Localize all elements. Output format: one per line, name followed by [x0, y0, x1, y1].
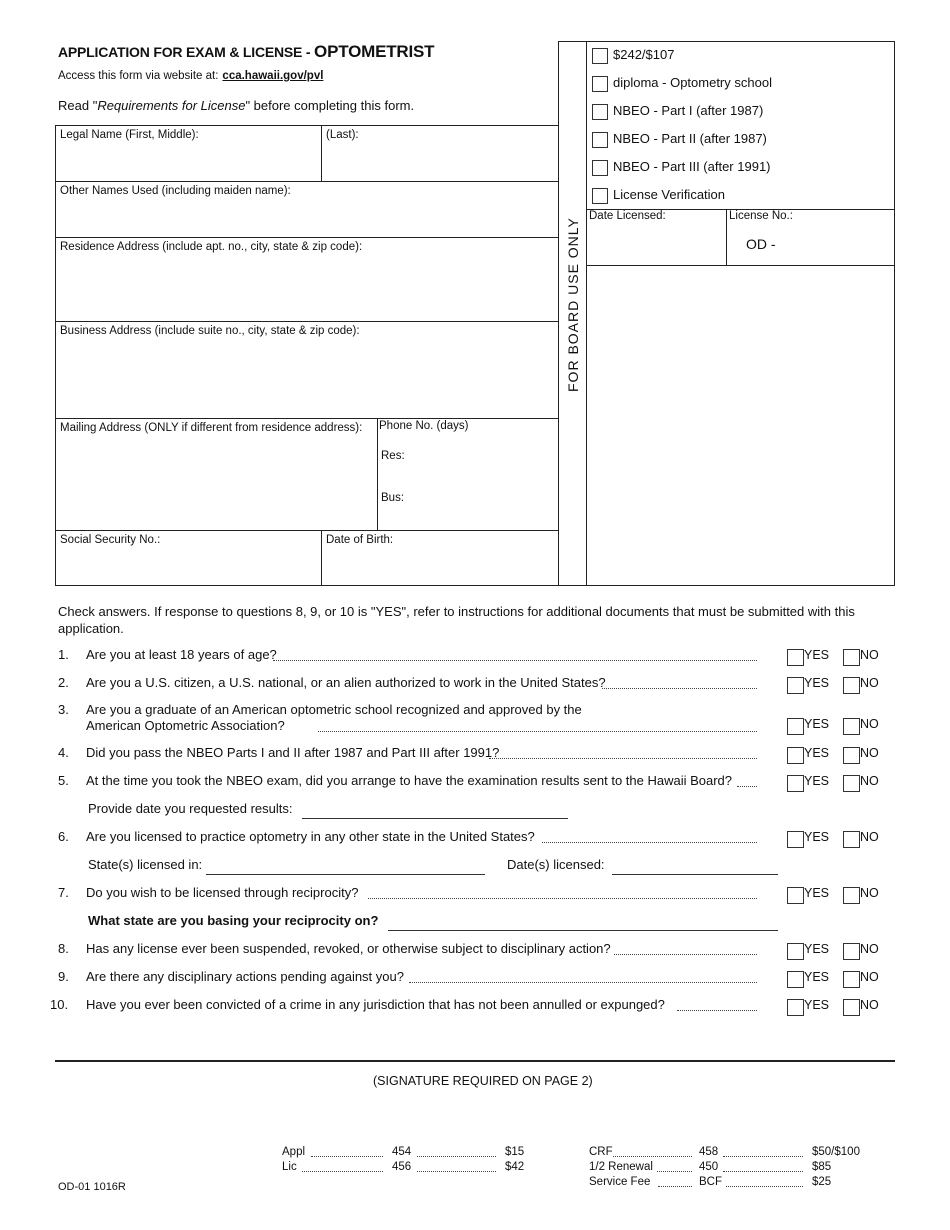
phone-res-field[interactable]: Res:: [381, 450, 405, 462]
yes-label: YES: [804, 970, 830, 984]
last-name-field[interactable]: (Last):: [326, 129, 359, 141]
license-no-field[interactable]: License No.:: [729, 210, 793, 222]
ssn-field[interactable]: Social Security No.:: [60, 534, 161, 546]
question-number: 3.: [58, 702, 69, 717]
fee-amount: $42: [505, 1161, 525, 1173]
date-licensed-field[interactable]: Date Licensed:: [589, 210, 666, 222]
fee-label: Lic: [282, 1161, 297, 1173]
q5-yes-checkbox[interactable]: [787, 775, 804, 792]
nbeo-part1-checkbox[interactable]: [592, 104, 608, 120]
question-number: 5.: [58, 773, 69, 788]
question-number: 4.: [58, 745, 69, 760]
board-item-label: $242/$107: [613, 47, 675, 62]
form-title: APPLICATION FOR EXAM & LICENSE - OPTOMETRIST: [58, 42, 435, 61]
provide-date-input[interactable]: [302, 818, 568, 819]
provide-date-label: Provide date you requested results:: [88, 801, 293, 816]
yes-label: YES: [804, 886, 830, 900]
q10-no-checkbox[interactable]: [843, 999, 860, 1016]
fee-code: 454: [392, 1146, 412, 1158]
fee-label: CRF: [589, 1146, 613, 1158]
q4-no-checkbox[interactable]: [843, 747, 860, 764]
question-text: American Optometric Association?: [86, 718, 285, 733]
signature-note: (SIGNATURE REQUIRED ON PAGE 2): [373, 1074, 593, 1088]
access-line: Access this form via website at: cca.hawaii.gov/pvl: [58, 70, 324, 82]
question-number: 2.: [58, 675, 69, 690]
q9-yes-checkbox[interactable]: [787, 971, 804, 988]
question-text: Are there any disciplinary actions pending against you?: [86, 969, 404, 984]
fee-code: 450: [699, 1161, 719, 1173]
divider: [55, 1060, 895, 1062]
yes-label: YES: [804, 830, 830, 844]
question-number: 10.: [50, 997, 69, 1012]
nbeo-part3-checkbox[interactable]: [592, 160, 608, 176]
fee-amount: $85: [812, 1161, 832, 1173]
states-licensed-label: State(s) licensed in:: [88, 857, 203, 872]
question-text: Are you at least 18 years of age?: [86, 647, 277, 662]
fee-code: BCF: [699, 1176, 722, 1188]
residence-address-field[interactable]: Residence Address (include apt. no., city, state & zip code):: [60, 241, 363, 253]
dates-licensed-input[interactable]: [612, 874, 778, 875]
no-label: NO: [860, 830, 879, 844]
q8-no-checkbox[interactable]: [843, 943, 860, 960]
yes-label: YES: [804, 746, 830, 760]
question-number: 9.: [58, 969, 69, 984]
no-label: NO: [860, 774, 879, 788]
yes-label: YES: [804, 942, 830, 956]
question-text: At the time you took the NBEO exam, did you arrange to have the examination results sent to the Hawaii Board?: [86, 773, 733, 788]
yes-label: YES: [804, 774, 830, 788]
q4-yes-checkbox[interactable]: [787, 747, 804, 764]
no-label: NO: [860, 746, 879, 760]
no-label: NO: [860, 998, 879, 1012]
question-text: Are you licensed to practice optometry in any other state in the United States?: [86, 829, 535, 844]
board-item-label: NBEO - Part I (after 1987): [613, 103, 764, 118]
fee-label: 1/2 Renewal: [589, 1161, 653, 1173]
q1-no-checkbox[interactable]: [843, 649, 860, 666]
yes-label: YES: [804, 676, 830, 690]
question-number: 1.: [58, 647, 69, 662]
q7-no-checkbox[interactable]: [843, 887, 860, 904]
website-link[interactable]: cca.hawaii.gov/pvl: [222, 70, 324, 82]
no-label: NO: [860, 717, 879, 731]
license-verification-checkbox[interactable]: [592, 188, 608, 204]
q5-no-checkbox[interactable]: [843, 775, 860, 792]
question-text: Has any license ever been suspended, revoked, or otherwise subject to disciplinary action?: [86, 941, 611, 956]
business-address-field[interactable]: Business Address (include suite no., city, state & zip code):: [60, 325, 360, 337]
q10-yes-checkbox[interactable]: [787, 999, 804, 1016]
read-requirements-note: Read "Requirements for License" before completing this form.: [58, 98, 415, 113]
dates-licensed-label: Date(s) licensed:: [507, 857, 605, 872]
question-text: Have you ever been convicted of a crime in any jurisdiction that has not been annulled or expunged?: [86, 997, 665, 1012]
question-text: Are you a graduate of an American optometric school recognized and approved by the: [86, 702, 582, 717]
q2-no-checkbox[interactable]: [843, 677, 860, 694]
diploma-checkbox[interactable]: [592, 76, 608, 92]
nbeo-part2-checkbox[interactable]: [592, 132, 608, 148]
yes-label: YES: [804, 648, 830, 662]
other-names-field[interactable]: Other Names Used (including maiden name):: [60, 185, 291, 197]
phone-bus-field[interactable]: Bus:: [381, 492, 405, 504]
q3-no-checkbox[interactable]: [843, 718, 860, 735]
fee-amount: $15: [505, 1146, 525, 1158]
question-text: Do you wish to be licensed through reciprocity?: [86, 885, 359, 900]
board-item-label: diploma - Optometry school: [613, 75, 772, 90]
q2-yes-checkbox[interactable]: [787, 677, 804, 694]
fee-amount: $25: [812, 1176, 832, 1188]
fee-label: Service Fee: [589, 1176, 651, 1188]
fee-code: 458: [699, 1146, 719, 1158]
od-prefix: OD -: [746, 236, 776, 252]
no-label: NO: [860, 970, 879, 984]
q3-yes-checkbox[interactable]: [787, 718, 804, 735]
yes-label: YES: [804, 998, 830, 1012]
board-use-label: FOR BOARD USE ONLY: [565, 217, 581, 392]
board-item-label: NBEO - Part II (after 1987): [613, 131, 767, 146]
q8-yes-checkbox[interactable]: [787, 943, 804, 960]
board-item-label: NBEO - Part III (after 1991): [613, 159, 771, 174]
fee-label: Appl: [282, 1146, 306, 1158]
no-label: NO: [860, 676, 879, 690]
states-licensed-input[interactable]: [206, 874, 485, 875]
question-number: 6.: [58, 829, 69, 844]
board-item-label: License Verification: [613, 187, 726, 202]
no-label: NO: [860, 648, 879, 662]
question-number: 7.: [58, 885, 69, 900]
reciprocity-state-input[interactable]: [388, 930, 778, 931]
question-number: 8.: [58, 941, 69, 956]
mailing-address-field[interactable]: Mailing Address (ONLY if different from residence address):: [60, 422, 363, 434]
reciprocity-state-label: What state are you basing your reciprocity on?: [88, 913, 379, 928]
yes-label: YES: [804, 717, 830, 731]
form-code: OD-01 1016R: [58, 1181, 126, 1193]
fee-checkbox[interactable]: [592, 48, 608, 64]
q6-no-checkbox[interactable]: [843, 831, 860, 848]
fee-amount: $50/$100: [812, 1146, 860, 1158]
question-text: Did you pass the NBEO Parts I and II after 1987 and Part III after 1991?: [86, 745, 500, 760]
dob-field[interactable]: Date of Birth:: [326, 534, 394, 546]
legal-name-field[interactable]: Legal Name (First, Middle):: [60, 129, 199, 141]
phone-label: Phone No. (days): [379, 420, 469, 432]
q9-no-checkbox[interactable]: [843, 971, 860, 988]
no-label: NO: [860, 942, 879, 956]
q7-yes-checkbox[interactable]: [787, 887, 804, 904]
no-label: NO: [860, 886, 879, 900]
question-text: Are you a U.S. citizen, a U.S. national, or an alien authorized to work in the United States?: [86, 675, 606, 690]
fee-code: 456: [392, 1161, 412, 1173]
q6-yes-checkbox[interactable]: [787, 831, 804, 848]
instructions: Check answers. If response to questions 8, 9, or 10 is "YES", refer to instructions for additional documents that must be submitted with this application.: [58, 604, 855, 636]
q1-yes-checkbox[interactable]: [787, 649, 804, 666]
